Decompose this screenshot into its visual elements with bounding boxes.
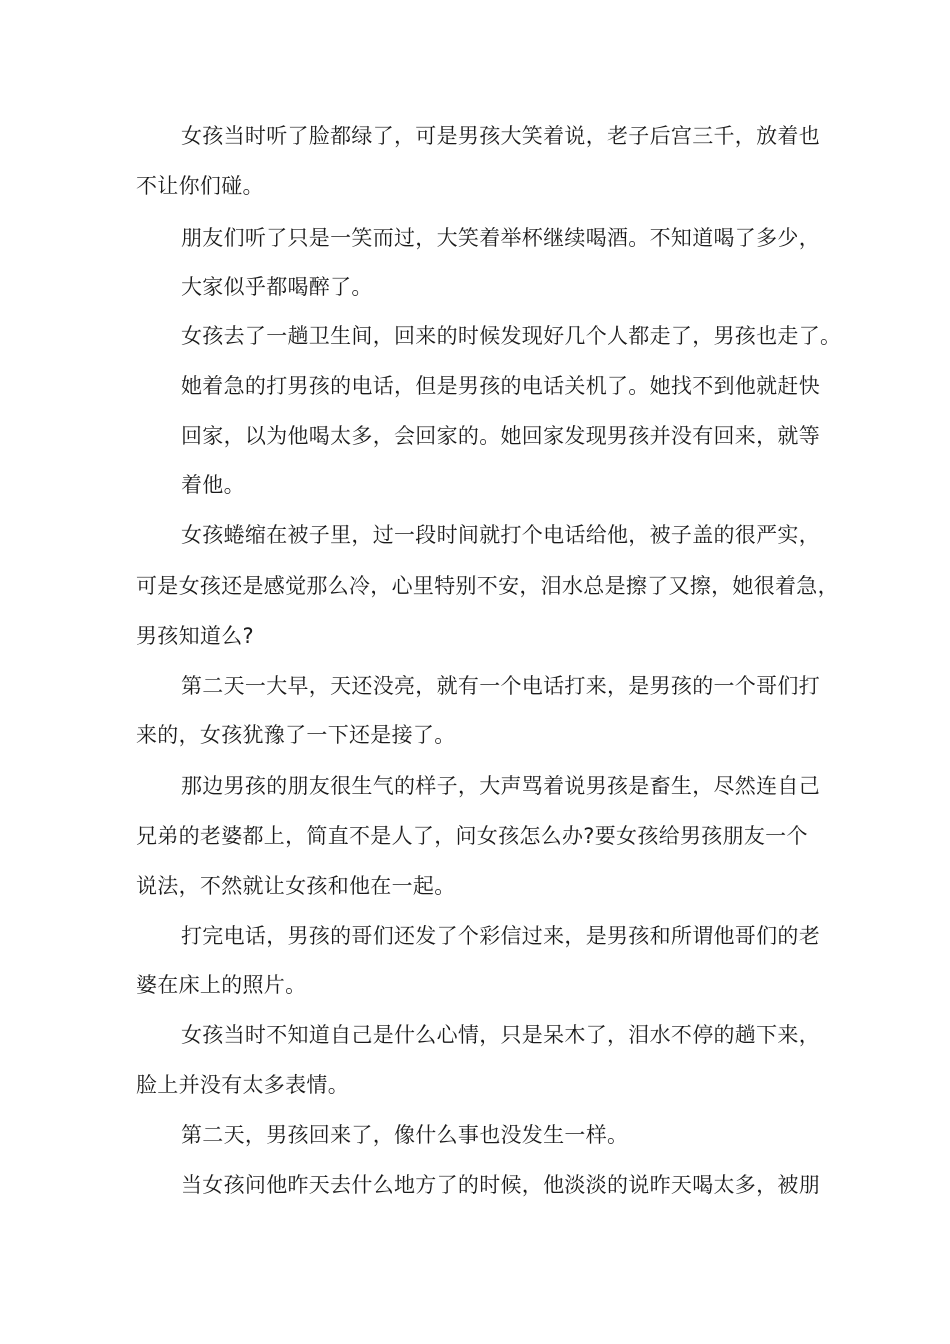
text-line: 兄弟的老婆都上，简直不是人了，问女孩怎么办?要女孩给男孩朋友一个 <box>136 824 808 848</box>
text-line: 朋友们听了只是一笑而过，大笑着举杯继续喝酒。不知道喝了多少， <box>181 226 820 250</box>
text-line: 着他。 <box>181 473 245 497</box>
text-line: 当女孩问他昨天去什么地方了的时候，他淡淡的说昨天喝太多，被朋 <box>181 1173 820 1197</box>
text-line: 她着急的打男孩的电话，但是男孩的电话关机了。她找不到他就赶快 <box>181 374 820 398</box>
text-line: 打完电话，男孩的哥们还发了个彩信过来，是男孩和所谓他哥们的老 <box>181 924 820 948</box>
text-line: 回家，以为他喝太多，会回家的。她回家发现男孩并没有回来，就等 <box>181 424 820 448</box>
text-line: 女孩去了一趟卫生间，回来的时候发现好几个人都走了，男孩也走了。 <box>181 324 842 348</box>
text-line: 女孩当时听了脸都绿了，可是男孩大笑着说，老子后宫三千，放着也 <box>181 124 820 148</box>
text-line: 第二天，男孩回来了，像什么事也没发生一样。 <box>181 1123 629 1147</box>
text-line: 第二天一大早，天还没亮，就有一个电话打来，是男孩的一个哥们打 <box>181 674 820 698</box>
text-line: 可是女孩还是感觉那么冷，心里特别不安，泪水总是擦了又擦，她很着急， <box>136 574 839 598</box>
text-line: 女孩当时不知道自己是什么心情，只是呆木了，泪水不停的趟下来， <box>181 1023 820 1047</box>
text-line: 说法，不然就让女孩和他在一起。 <box>136 874 456 898</box>
text-line: 来的，女孩犹豫了一下还是接了。 <box>136 723 456 747</box>
text-line: 脸上并没有太多表情。 <box>136 1073 349 1097</box>
text-line: 那边男孩的朋友很生气的样子，大声骂着说男孩是畜生，尽然连自己 <box>181 774 820 798</box>
text-line: 婆在床上的照片。 <box>136 973 307 997</box>
text-line: 男孩知道么? <box>136 624 254 648</box>
text-line: 不让你们碰。 <box>136 174 264 198</box>
text-line: 女孩蜷缩在被子里，过一段时间就打个电话给他，被子盖的很严实， <box>181 523 820 547</box>
text-line: 大家似乎都喝醉了。 <box>181 275 373 299</box>
